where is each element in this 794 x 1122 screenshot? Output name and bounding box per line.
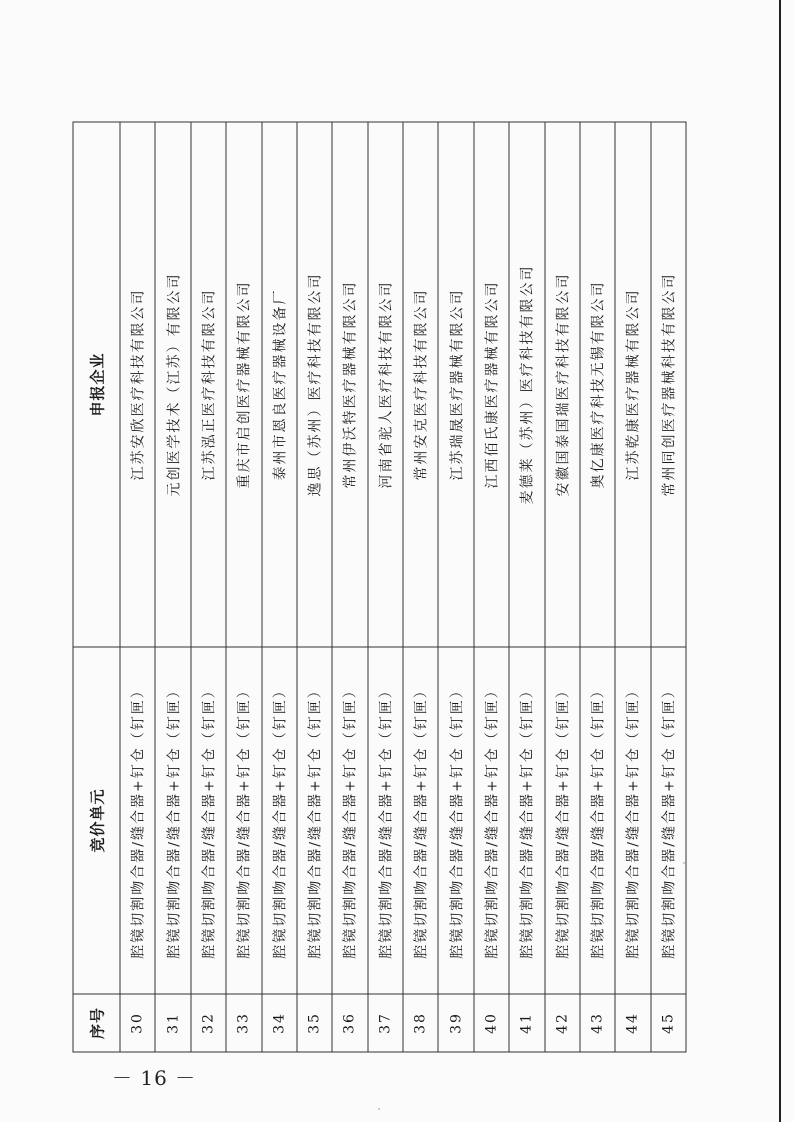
table-row — [438, 122, 473, 1052]
cell-company: 逸思（苏州）医疗科技有限公司 — [297, 122, 332, 647]
table-header-row — [73, 122, 120, 1052]
cell-seq: 45 — [651, 994, 686, 1052]
cell-seq: 32 — [191, 994, 226, 1052]
cell-seq: 37 — [368, 994, 403, 1052]
header-company: 申报企业 — [73, 122, 120, 647]
cell-seq: 36 — [332, 994, 367, 1052]
cell-seq: 40 — [474, 994, 509, 1052]
cell-seq: 39 — [438, 994, 473, 1052]
table-row — [651, 122, 686, 1052]
cell-seq: 33 — [226, 994, 261, 1052]
cell-unit: 腔镜切割吻合器/缝合器+钉仓（钉匣） — [226, 647, 261, 994]
cell-unit: 腔镜切割吻合器/缝合器+钉仓（钉匣） — [332, 647, 367, 994]
cell-unit: 腔镜切割吻合器/缝合器+钉仓（钉匣） — [651, 647, 686, 994]
cell-seq: 30 — [120, 994, 155, 1052]
table-row — [120, 122, 155, 1052]
cell-seq: 34 — [262, 994, 297, 1052]
cell-company: 江西佰氏康医疗器械有限公司 — [474, 122, 509, 647]
table-body — [120, 122, 686, 1052]
cell-company: 麦德莱（苏州）医疗科技有限公司 — [509, 122, 544, 647]
header-seq: 序号 — [73, 994, 120, 1052]
cell-unit: 腔镜切割吻合器/缝合器+钉仓（钉匣） — [191, 647, 226, 994]
cell-seq: 31 — [155, 994, 190, 1052]
cell-company: 常州安克医疗科技有限公司 — [403, 122, 438, 647]
page-number: － 16 － — [112, 1066, 197, 1090]
cell-seq: 38 — [403, 994, 438, 1052]
table-row — [403, 122, 438, 1052]
cell-seq: 41 — [509, 994, 544, 1052]
table-row — [615, 122, 650, 1052]
table-row — [545, 122, 580, 1052]
table-row — [226, 122, 261, 1052]
cell-company: 河南省驼人医疗科技有限公司 — [368, 122, 403, 647]
cell-unit: 腔镜切割吻合器/缝合器+钉仓（钉匣） — [545, 647, 580, 994]
scan-speck — [378, 1108, 380, 1110]
bid-table — [73, 122, 687, 1053]
cell-seq: 44 — [615, 994, 650, 1052]
table-row — [191, 122, 226, 1052]
cell-company: 奥亿康医疗科技无锡有限公司 — [580, 122, 615, 647]
table-row — [155, 122, 190, 1052]
cell-unit: 腔镜切割吻合器/缝合器+钉仓（钉匣） — [403, 647, 438, 994]
cell-unit: 腔镜切割吻合器/缝合器+钉仓（钉匣） — [615, 647, 650, 994]
table-row — [368, 122, 403, 1052]
table-row — [580, 122, 615, 1052]
header-unit: 竞价单元 — [73, 647, 120, 994]
cell-unit: 腔镜切割吻合器/缝合器+钉仓（钉匣） — [580, 647, 615, 994]
cell-unit: 腔镜切割吻合器/缝合器+钉仓（钉匣） — [120, 647, 155, 994]
table-row — [297, 122, 332, 1052]
table-row — [332, 122, 367, 1052]
cell-unit: 腔镜切割吻合器/缝合器+钉仓（钉匣） — [262, 647, 297, 994]
cell-unit: 腔镜切割吻合器/缝合器+钉仓（钉匣） — [297, 647, 332, 994]
cell-unit: 腔镜切割吻合器/缝合器+钉仓（钉匣） — [509, 647, 544, 994]
cell-unit: 腔镜切割吻合器/缝合器+钉仓（钉匣） — [155, 647, 190, 994]
cell-seq: 43 — [580, 994, 615, 1052]
cell-unit: 腔镜切割吻合器/缝合器+钉仓（钉匣） — [438, 647, 473, 994]
cell-seq: 42 — [545, 994, 580, 1052]
cell-unit: 腔镜切割吻合器/缝合器+钉仓（钉匣） — [474, 647, 509, 994]
table-row — [509, 122, 544, 1052]
cell-company: 江苏瑞晟医疗器械有限公司 — [438, 122, 473, 647]
cell-company: 泰州市恩良医疗器械设备厂 — [262, 122, 297, 647]
cell-company: 安徽国泰国瑞医疗科技有限公司 — [545, 122, 580, 647]
cell-company: 江苏泓正医疗科技有限公司 — [191, 122, 226, 647]
cell-company: 江苏安欣医疗科技有限公司 — [120, 122, 155, 647]
scan-speck — [683, 862, 685, 864]
cell-unit: 腔镜切割吻合器/缝合器+钉仓（钉匣） — [368, 647, 403, 994]
cell-seq: 35 — [297, 994, 332, 1052]
cell-company: 江苏乾康医疗器械有限公司 — [615, 122, 650, 647]
page-edge-line — [779, 0, 781, 1122]
cell-company: 常州同创医疗器械科技有限公司 — [651, 122, 686, 647]
cell-company: 重庆市启创医疗器械有限公司 — [226, 122, 261, 647]
cell-company: 常州伊沃特医疗器械有限公司 — [332, 122, 367, 647]
table-row — [474, 122, 509, 1052]
table-container — [72, 122, 686, 1052]
table-row — [262, 122, 297, 1052]
cell-company: 元创医学技术（江苏）有限公司 — [155, 122, 190, 647]
